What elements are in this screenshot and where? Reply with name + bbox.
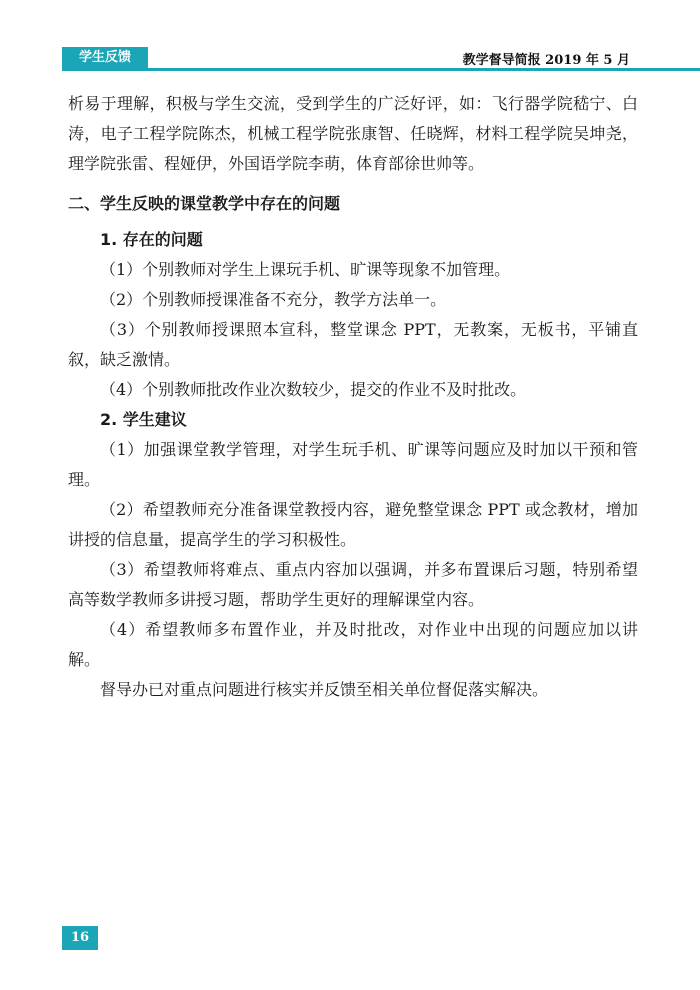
- section-tab: 学生反馈: [62, 47, 148, 69]
- page-number: 16: [62, 926, 98, 950]
- header-divider: [62, 68, 700, 71]
- suggestion-item: （1）加强课堂教学管理，对学生玩手机、旷课等问题应及时加以干预和管理。: [68, 440, 638, 489]
- closing-paragraph: 督导办已对重点问题进行核实并反馈至相关单位督促落实解决。: [100, 680, 549, 699]
- problem-item: （3）个别教师授课照本宣科，整堂课念 PPT，无教案，无板书，平铺直叙，缺乏激情。: [68, 320, 638, 369]
- problems-heading: 1. 存在的问题: [100, 230, 203, 249]
- problem-item: （4）个别教师批改作业次数较少，提交的作业不及时批改。: [100, 380, 527, 399]
- suggestion-item: （2）希望教师充分准备课堂教授内容，避免整堂课念 PPT 或念教材，增加讲授的信息量，提高学生的学习积极性。: [68, 500, 638, 549]
- problem-item: （2）个别教师授课准备不充分，教学方法单一。: [100, 290, 447, 309]
- suggestions-heading: 2. 学生建议: [100, 410, 187, 429]
- document-body: [68, 89, 638, 705]
- suggestion-item: （3）希望教师将难点、重点内容加以强调，并多布置课后习题，特别希望高等数学教师多讲授习题，帮助学生更好的理解课堂内容。: [68, 560, 638, 609]
- problem-item: （1）个别教师对学生上课玩手机、旷课等现象不加管理。: [100, 260, 511, 279]
- suggestion-item: （4）希望教师多布置作业，并及时批改，对作业中出现的问题应加以讲解。: [68, 620, 638, 669]
- publication-title: 教学督导简报 2019 年 5 月: [462, 53, 630, 68]
- section-title: 二、学生反映的课堂教学中存在的问题: [68, 194, 341, 213]
- intro-paragraph: 析易于理解，积极与学生交流，受到学生的广泛好评，如：飞行器学院嵇宁、白涛，电子工程学院陈杰，机械工程学院张康智、任晓辉，材料工程学院吴坤尧，理学院张雷、程娅伊，外国语学院李萌，体育部徐世帅等。: [68, 94, 638, 173]
